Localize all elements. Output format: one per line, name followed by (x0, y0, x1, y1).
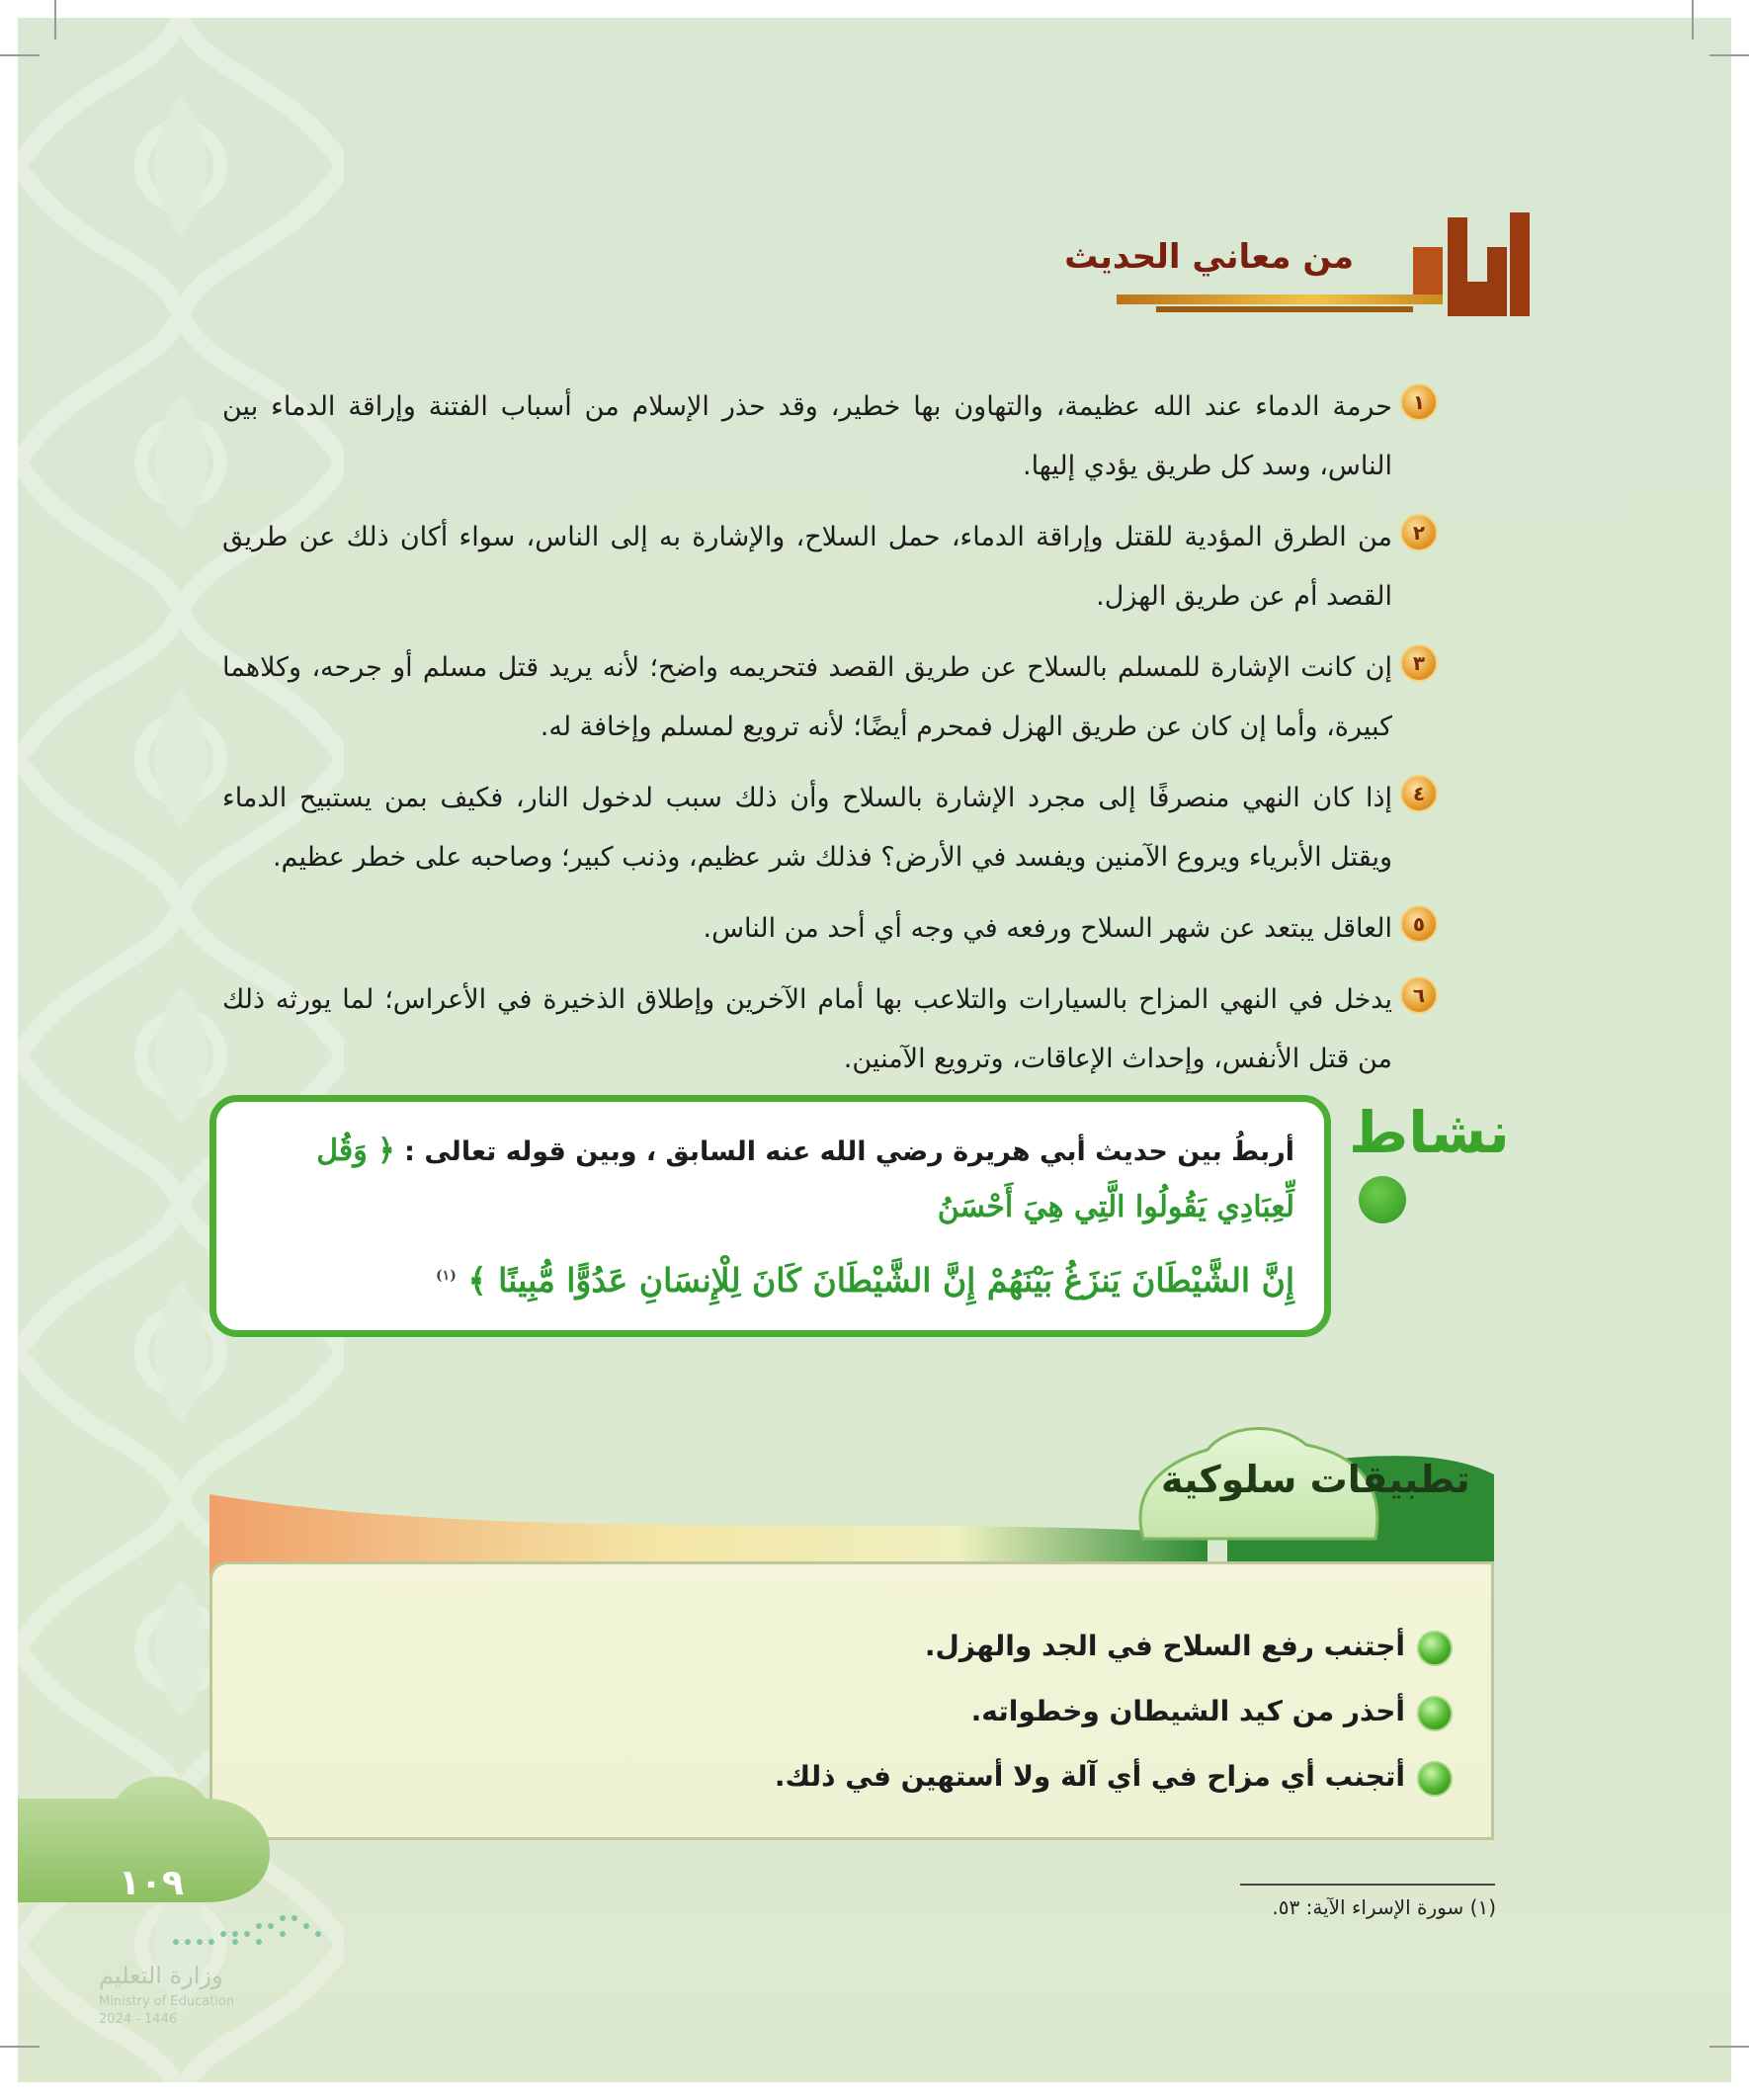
list-item (563, 1688, 1453, 1753)
item-number: ٤ (1400, 775, 1438, 812)
ministry-name-en: Ministry of Education (99, 1994, 235, 2009)
item-text: العاقل يبتعد عن شهر السلاح ورفعه في وجه أي أحد من الناس. (703, 913, 1392, 944)
crop-mark (54, 0, 56, 40)
crop-mark (0, 54, 40, 56)
applications-list (563, 1623, 1453, 1818)
verse-part-1: ﴿ وَقُل لِّعِبَادِي يَقُولُوا الَّتِي هِيَ أَحْسَنُ (316, 1134, 1294, 1224)
meanings-list (222, 378, 1438, 1101)
crop-mark (1709, 2046, 1749, 2048)
list-item (222, 970, 1438, 1089)
crop-mark (1709, 54, 1749, 56)
list-item (222, 638, 1438, 757)
activity-intro: أربطُ بين حديث أبي هريرة رضي الله عنه السابق ، وبين قوله تعالى : (404, 1136, 1294, 1167)
bullet-icon (1417, 1631, 1453, 1666)
activity-box (209, 1095, 1331, 1337)
section-heading (1064, 208, 1532, 326)
list-item (222, 378, 1438, 496)
item-number: ٦ (1400, 976, 1438, 1014)
activity-label: نشاط (1349, 1099, 1510, 1166)
item-number: ٥ (1400, 905, 1438, 943)
item-text: إن كانت الإشارة للمسلم بالسلاح عن طريق القصد فتحريمه واضح؛ لأنه يريد قتل مسلم أو جرحه، وكلاهما كبيرة، وأما إن كان عن طريق الهزل فمحرم أيضًا؛ لأنه ترويع لمسلم وإخافة له. (222, 652, 1392, 742)
footnote-rule (1240, 1884, 1495, 1886)
activity-dot-icon (1359, 1176, 1406, 1223)
item-number: ١ (1400, 383, 1438, 421)
application-text: أحذر من كيد الشيطان وخطواته. (970, 1695, 1405, 1727)
activity-line-2 (246, 1236, 1294, 1320)
item-text: يدخل في النهي المزاح بالسيارات والتلاعب بها أمام الآخرين وإطلاق الذخيرة في الأعراس؛ لما يورثه ذلك من قتل الأنفس، وإحداث الإعاقات، وترويع الآمنين. (222, 984, 1392, 1074)
item-text: حرمة الدماء عند الله عظيمة، والتهاون بها خطير، وقد حذر الإسلام من أسباب الفتنة وإراقة الدماء بين الناس، وسد كل طريق يؤدي إليها. (222, 391, 1392, 481)
list-item (563, 1753, 1453, 1818)
list-item (563, 1623, 1453, 1688)
item-number: ٢ (1400, 514, 1438, 551)
application-text: أتجنب أي مزاح في أي آلة ولا أستهين في ذلك. (774, 1760, 1405, 1793)
applications-title: تطبيقات سلوكية (1161, 1458, 1470, 1501)
crop-mark (1692, 0, 1694, 40)
crop-mark (0, 2046, 40, 2048)
section-title: من معاني الحديث (1064, 237, 1354, 277)
list-item (222, 899, 1438, 959)
page-number: ١٠٩ (119, 1863, 184, 1903)
item-text: من الطرق المؤدية للقتل وإراقة الدماء، حمل السلاح، والإشارة به إلى الناس، سواء أكان ذلك عن طريق القصد أم عن طريق الهزل. (222, 522, 1392, 612)
footnote-marker: (١) (436, 1268, 457, 1284)
verse-part-2: إِنَّ الشَّيْطَانَ يَنزَغُ بَيْنَهُمْ إِنَّ الشَّيْطَانَ كَانَ لِلْإِنسَانِ عَدُوًّا مُّبِينًا ﴾ (467, 1261, 1294, 1300)
ministry-name-ar: وزارة التعليم (99, 1962, 223, 1989)
ministry-logo-icon (166, 1912, 324, 1950)
item-number: ٣ (1400, 644, 1438, 682)
item-text: إذا كان النهي منصرفًا إلى مجرد الإشارة بالسلاح وأن ذلك سبب لدخول النار، فكيف بمن يستبيح الدماء ويقتل الأبرياء ويروع الآمنين ويفسد في الأرض؟ فذلك شر عظيم، وذنب كبير؛ وصاحبه على خطر عظيم. (222, 783, 1392, 873)
list-item (222, 508, 1438, 627)
application-text: أجتنب رفع السلاح في الجد والهزل. (924, 1630, 1405, 1662)
footnote: (١) سورة الإسراء الآية: ٥٣. (1272, 1895, 1496, 1919)
ministry-year: 2024 - 1446 (99, 2012, 178, 2027)
activity-line-1 (246, 1124, 1294, 1236)
bullet-icon (1417, 1761, 1453, 1797)
bullet-icon (1417, 1696, 1453, 1731)
list-item (222, 769, 1438, 887)
